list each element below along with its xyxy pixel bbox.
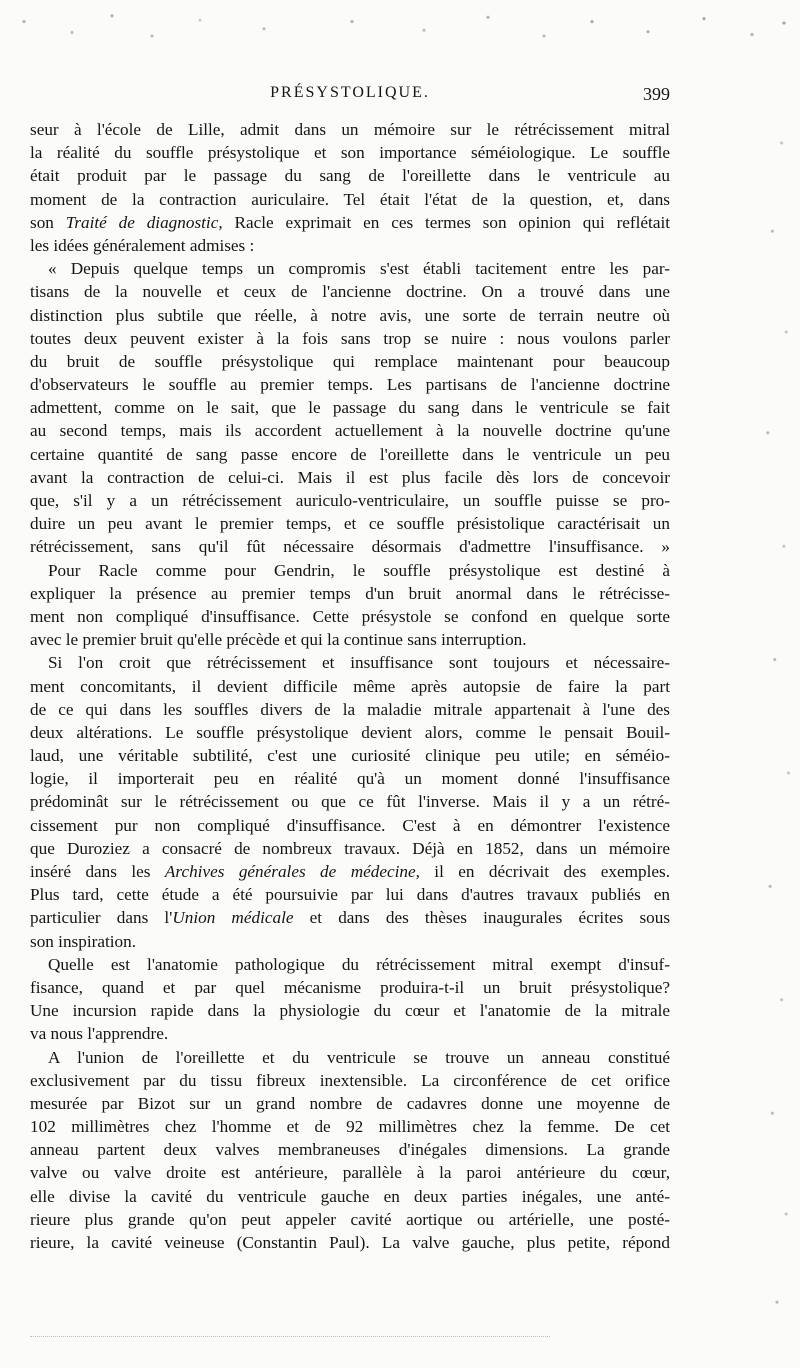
running-title: PRÉSYSTOLIQUE. [270, 84, 430, 101]
text-line [30, 698, 670, 721]
text-run: elle divise la cavité du ventricule gauche en deux parties inégales, une anté- [30, 1186, 670, 1206]
text-line [30, 211, 670, 234]
text-line [30, 906, 670, 929]
text-line [30, 628, 670, 651]
text-line [30, 489, 670, 512]
text-run: certaine quantité de sang passe encore de l'oreillette dans le ventricule un peu [30, 444, 670, 464]
text-run: va nous l'apprendre. [30, 1024, 169, 1044]
page-number: 399 [643, 84, 670, 104]
text-line [30, 744, 670, 767]
body-text [30, 118, 670, 1254]
text-run: logie, il importerait peu en réalité qu'à un moment donné l'insuffisance [30, 769, 670, 789]
text-run: prédominât sur le rétrécissement ou que ce fût l'inverse. Mais il y a un rétré- [30, 792, 670, 812]
text-run: Une incursion rapide dans la physiologie du cœur et l'anatomie de la mitrale [30, 1001, 670, 1021]
text-run: la réalité du souffle présystolique et son importance séméiologique. Le souffle [30, 143, 670, 163]
text-run: expliquer la présence au premier temps d'un bruit anormal dans le rétrécisse- [30, 583, 670, 603]
text-line [30, 1208, 670, 1231]
text-run: duire un peu avant le premier temps, et ce souffle présistolique caractérisait un [30, 514, 670, 534]
text-run: et dans des thèses inaugurales écrites sous [293, 908, 670, 928]
text-run: tisans de la nouvelle et ceux de l'ancienne doctrine. On a trouvé dans une [30, 282, 670, 302]
text-line [30, 141, 670, 164]
text-line [30, 860, 670, 883]
text-run: A l'union de l'oreillette et du ventricule se trouve un anneau constitué [48, 1047, 670, 1067]
text-line [30, 118, 670, 141]
text-line [30, 257, 670, 280]
text-run: son inspiration. [30, 931, 136, 951]
text-run: rétrécissement, sans qu'il fût nécessaire désormais d'admettre l'insuffisance. » [30, 537, 670, 557]
text-run: était produit par le passage du sang de l'oreillette dans le ventricule au [30, 166, 670, 186]
text-line [30, 1092, 670, 1115]
text-run: moment de la contraction auriculaire. Tel était l'état de la question, et, dans [30, 189, 670, 209]
text-line [30, 1069, 670, 1092]
text-run: avec le premier bruit qu'elle précède et qui la continue sans interruption. [30, 630, 527, 650]
text-run: « Depuis quelque temps un compromis s'est établi tacitement entre les par- [48, 259, 670, 279]
text-run: son [30, 212, 66, 232]
text-line [30, 188, 670, 211]
text-run: admettent, comme on le sait, que le passage du sang dans le ventricule se fait [30, 398, 670, 418]
text-run: Pour Racle comme pour Gendrin, le souffle présystolique est destiné à [48, 560, 670, 580]
text-line [30, 837, 670, 860]
text-run: les idées généralement admises : [30, 235, 255, 255]
text-run: inséré dans les [30, 862, 165, 881]
text-run: laud, une véritable subtilité, c'est une curiosité clinique peu utile; en séméio- [30, 746, 670, 766]
text-run: valve ou valve droite est antérieure, parallèle à la paroi antérieure du cœur, [30, 1163, 670, 1183]
italic-title: Union médicale [172, 908, 294, 928]
text-line [30, 327, 670, 350]
text-line [30, 1185, 670, 1208]
text-line [30, 930, 670, 953]
text-line [30, 350, 670, 373]
text-run: Plus tard, cette étude a été poursuivie par lui dans d'autres travaux publiés en [30, 885, 670, 905]
text-run: avant la contraction de celui-ci. Mais il est plus facile dès lors de concevoir [30, 467, 670, 487]
text-line [30, 443, 670, 466]
text-line [30, 234, 670, 257]
text-line [30, 999, 670, 1022]
text-run: rieure, la cavité veineuse (Constantin Paul). La valve gauche, plus petite, répond [30, 1233, 670, 1252]
text-line [30, 1022, 670, 1045]
text-line [30, 304, 670, 327]
text-run: du bruit de souffle présystolique qui remplace maintenant pour beaucoup [30, 351, 670, 371]
text-line [30, 1138, 670, 1161]
text-line [30, 466, 670, 489]
text-run: fisance, quand et par quel mécanisme produira-t-il un bruit présystolique? [30, 977, 670, 997]
text-line [30, 373, 670, 396]
text-line [30, 767, 670, 790]
text-run: 102 millimètres chez l'homme et de 92 millimètres chez la femme. De cet [30, 1117, 670, 1137]
text-run: cissement pur non compliqué d'insuffisance. C'est à en démontrer l'existence [30, 815, 670, 835]
text-run: distinction plus subtile que réelle, à notre avis, une sorte de terrain neutre où [30, 305, 670, 325]
text-line [30, 953, 670, 976]
text-run: au second temps, mais ils accordent actuellement à la nouvelle doctrine qu'une [30, 421, 670, 441]
text-line [30, 790, 670, 813]
text-run: que Duroziez a consacré de nombreux travaux. Déjà en 1852, dans un mémoire [30, 838, 670, 858]
page-header [30, 84, 670, 108]
text-run: d'observateurs le souffle au premier temps. Les partisans de l'ancienne doctrine [30, 375, 670, 395]
text-line [30, 559, 670, 582]
text-line [30, 976, 670, 999]
text-line [30, 535, 670, 558]
text-line [30, 605, 670, 628]
text-line [30, 582, 670, 605]
text-run: particulier dans l' [30, 908, 173, 928]
scan-noise-top [0, 0, 800, 72]
text-run: rieure plus grande qu'on peut appeler cavité aortique ou artérielle, une posté- [30, 1209, 670, 1229]
scan-noise-right-margin [754, 80, 800, 1340]
text-line [30, 1046, 670, 1069]
text-line [30, 1231, 670, 1254]
text-run: anneau partent deux valves membraneuses d'inégales dimensions. La grande [30, 1140, 670, 1160]
text-line [30, 814, 670, 837]
italic-title: Traité de diagnostic, [65, 212, 223, 232]
text-line [30, 396, 670, 419]
text-run: mesurée par Bizot sur un grand nombre de cadavres donne une moyenne de [30, 1093, 670, 1113]
text-run: ment concomitants, il devient difficile même après autopsie de faire la part [30, 676, 670, 696]
text-run: Quelle est l'anatomie pathologique du rétrécissement mitral exempt d'insuf- [48, 954, 670, 974]
text-line [30, 675, 670, 698]
text-run: Racle exprimait en ces termes son opinion qui reflétait [222, 212, 670, 232]
text-line [30, 651, 670, 674]
text-run: seur à l'école de Lille, admit dans un mémoire sur le rétrécissement mitral [30, 120, 670, 139]
text-line [30, 512, 670, 535]
text-line [30, 280, 670, 303]
text-run: de ce qui dans les souffles divers de la maladie mitrale appartenait à l'une des [30, 699, 670, 719]
text-line [30, 883, 670, 906]
text-run: exclusivement par du tissu fibreux inextensible. La circonférence de cet orifice [30, 1070, 670, 1090]
text-line [30, 164, 670, 187]
bottom-scan-line [30, 1336, 550, 1337]
text-line [30, 1115, 670, 1138]
text-run: que, s'il y a un rétrécissement auriculo-ventriculaire, un souffle puisse se pro- [30, 491, 670, 510]
text-run: il en décrivait des exemples. [419, 862, 670, 881]
text-run: ment non compliqué d'insuffisance. Cette présystole se confond en quelque sorte [30, 606, 670, 626]
text-run: deux altérations. Le souffle présystolique devient alors, comme le pensait Bouil- [30, 722, 670, 742]
text-line [30, 721, 670, 744]
text-line [30, 419, 670, 442]
text-run: toutes deux peuvent exister à la fois sans trop se nuire : nous voulons parler [30, 328, 670, 348]
text-run: Si l'on croit que rétrécissement et insuffisance sont toujours et nécessaire- [48, 653, 670, 673]
text-line [30, 1161, 670, 1184]
italic-title: Archives générales de médecine, [164, 862, 420, 881]
